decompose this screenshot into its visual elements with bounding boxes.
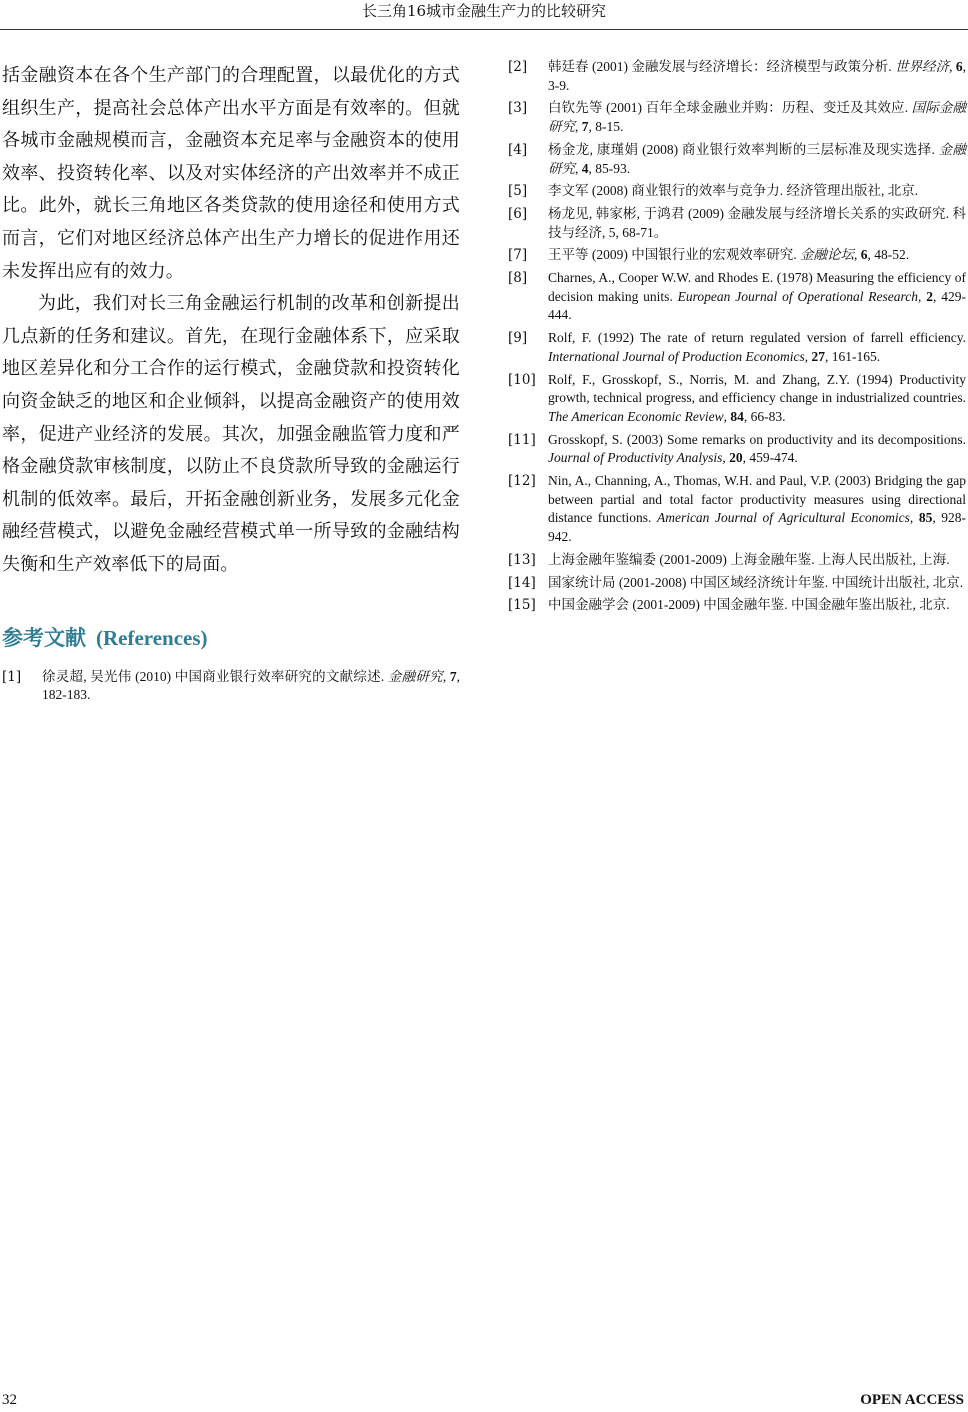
reference-number: [1]	[2, 668, 22, 685]
reference-journal: American Journal of Agricultural Economics	[656, 510, 910, 526]
reference-text: 白钦先等 (2001) 百年全球金融业并购：历程、变迁及其效应. 国际金融研究, 7, 8-15.	[548, 100, 966, 135]
references-heading-zh: 参考文献	[2, 625, 86, 650]
page-number: 32	[2, 1392, 17, 1408]
reference-number: [3]	[508, 100, 528, 117]
reference-journal: 国际金融研究	[548, 100, 966, 135]
reference-number: [14]	[508, 574, 536, 591]
reference-number: [5]	[508, 183, 528, 200]
reference-journal: Journal of Productivity Analysis	[548, 450, 723, 466]
reference-journal: 金融研究	[548, 141, 966, 176]
right-column	[508, 58, 966, 619]
reference-item	[508, 551, 966, 570]
reference-item	[508, 99, 966, 136]
reference-text: 王平等 (2009) 中国银行业的宏观效率研究. 金融论坛, 6, 48-52.	[548, 247, 910, 263]
reference-item	[508, 246, 966, 265]
reference-item	[508, 431, 966, 468]
reference-volume: 20	[729, 450, 743, 466]
reference-journal: The American Economic Review	[548, 408, 724, 424]
reference-volume: 2	[926, 288, 934, 304]
reference-number: [12]	[508, 473, 536, 490]
reference-volume: 7	[581, 119, 589, 135]
reference-volume: 27	[811, 348, 825, 364]
page-footer	[2, 1392, 964, 1412]
body-paragraph-2: 为此，我们对长三角金融运行机制的改革和创新提出几点新的任务和建议。首先，在现行金融体系下，应采取地区差异化和分工合作的运行模式，金融贷款和投资转化向资金缺乏的地区和企业倾斜，以提高金融资产的使用效率，促进产业经济的发展。其次，加强金融监管力度和严格金融贷款审核制度，以防止不良贷款所导致的金融运行机制的低效率。最后，开拓金融创新业务，发展多元化金融经营模式，以避免金融经营模式单一所导致的金融结构失衡和生产效率低下的局面。	[2, 293, 460, 575]
reference-number: [11]	[508, 431, 536, 448]
reference-item	[508, 205, 966, 242]
reference-volume: 85	[918, 510, 933, 526]
reference-journal: European Journal of Operational Research	[677, 288, 919, 304]
reference-number: [2]	[508, 59, 528, 75]
reference-journal: 金融论坛	[800, 247, 854, 263]
reference-number: [7]	[508, 247, 528, 264]
reference-text: 杨龙见, 韩家彬, 于鸿君 (2009) 金融发展与经济增长关系的实政研究. 科技与经济, 5, 68-71。	[548, 205, 966, 240]
reference-text: 中国金融学会 (2001-2009) 中国金融年鉴. 中国金融年鉴出版社, 北京.	[548, 597, 950, 613]
reference-number: [13]	[508, 551, 536, 568]
reference-text: Rolf, F., Grosskopf, S., Norris, M. and Zhang, Z.Y. (1994) Productivity growth, technical progress, and efficiency change in industrialized countries. The American Economic Review, 84, 66-83.	[548, 371, 966, 424]
reference-number: [15]	[508, 597, 536, 614]
references-heading	[2, 622, 460, 652]
reference-item	[508, 329, 966, 366]
reference-item	[508, 182, 966, 201]
reference-text: Rolf, F. (1992) The rate of return regulated version of farrell efficiency. International Journal of Production Economics, 27, 161-165.	[548, 330, 966, 364]
reference-volume: 6	[955, 59, 963, 74]
reference-item	[508, 371, 966, 427]
reference-number: [10]	[508, 371, 536, 388]
open-access-label: OPEN ACCESS	[860, 1392, 964, 1408]
reference-text: Grosskopf, S. (2003) Some remarks on productivity and its decompositions. Journal of Productivity Analysis, 20, 459-474.	[548, 431, 966, 466]
running-title: 长三角16城市金融生产力的比较研究	[361, 2, 607, 20]
left-column	[2, 60, 460, 709]
reference-item	[508, 596, 966, 615]
reference-number: [8]	[508, 270, 528, 287]
reference-text: 韩廷春 (2001) 金融发展与经济增长：经济模型与政策分析. 世界经济, 6, 3-9.	[548, 59, 967, 93]
reference-text: Charnes, A., Cooper W.W. and Rhodes E. (1978) Measuring the efficiency of decision making units. European Journal of Operational Research, 2, 429-444.	[548, 270, 967, 323]
reference-text: 杨金龙, 康瑾娟 (2008) 商业银行效率判断的三层标准及现实选择. 金融研究, 4, 85-93.	[548, 141, 966, 176]
reference-volume: 84	[730, 408, 744, 424]
reference-number: [6]	[508, 205, 528, 222]
references-heading-en: (References)	[96, 625, 208, 650]
running-header	[0, 0, 968, 30]
reference-journal: International Journal of Production Economics	[548, 348, 805, 364]
reference-text: 上海金融年鉴编委 (2001-2009) 上海金融年鉴. 上海人民出版社, 上海.	[548, 551, 950, 567]
reference-journal: 金融研究	[387, 668, 443, 684]
reference-text: 李文军 (2008) 商业银行的效率与竞争力. 经济管理出版社, 北京.	[548, 183, 919, 199]
reference-item	[508, 141, 966, 178]
reference-item	[508, 58, 966, 95]
reference-text: 徐灵超, 吴光伟 (2010) 中国商业银行效率研究的文献综述. 金融研究, 7, 182-183.	[42, 668, 460, 703]
reference-item	[508, 269, 966, 325]
reference-volume: 4	[581, 160, 589, 176]
reference-number: [4]	[508, 141, 528, 158]
reference-volume: 7	[449, 668, 457, 684]
reference-item	[508, 574, 966, 593]
reference-item	[2, 668, 460, 705]
reference-volume: 6	[860, 247, 868, 263]
reference-text: Nin, A., Channing, A., Thomas, W.H. and Paul, V.P. (2003) Bridging the gap between partial and total factor productivity measures using directional distance functions. American Journal of Agricultural Economics, 85, 928-942.	[548, 473, 966, 545]
reference-journal: 世界经济	[895, 59, 950, 74]
body-paragraph-1: 括金融资本在各个生产部门的合理配置，以最优化的方式组织生产，提高社会总体产出水平方面是有效率的。但就各城市金融规模而言，金融资本充足率与金融资本的使用效率、投资转化率、以及对实体经济的产出效率并不成正比。此外，就长三角地区各类贷款的使用途径和使用方式而言，它们对地区经济总体产出生产力增长的促进作用还未发挥出应有的效力。	[2, 65, 460, 282]
reference-number: [9]	[508, 330, 528, 347]
reference-item	[508, 472, 966, 547]
reference-text: 国家统计局 (2001-2008) 中国区域经济统计年鉴. 中国统计出版社, 北京.	[548, 574, 964, 590]
